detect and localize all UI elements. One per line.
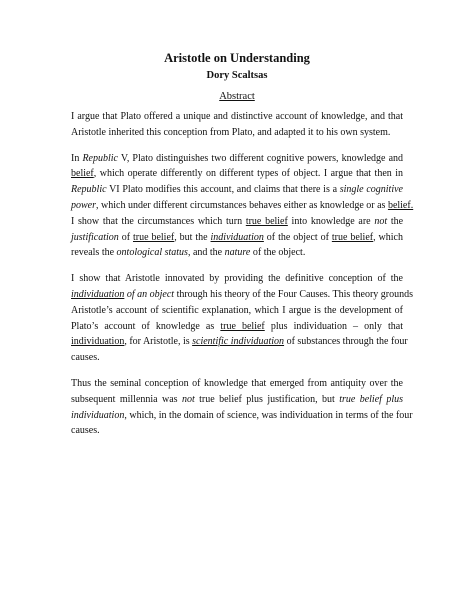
text-line bbox=[71, 109, 403, 125]
text-run: Aristotle inherited this conception from Plato, and adapted it to his own system. bbox=[71, 126, 391, 138]
text-line bbox=[71, 423, 403, 439]
text-run: of substances through the four bbox=[284, 336, 408, 348]
text-run: true belief plus justification, but bbox=[194, 393, 340, 405]
emphasized-text: single cognitive bbox=[339, 184, 403, 196]
text-run: causes. bbox=[71, 352, 100, 364]
emphasized-text: belief bbox=[71, 168, 94, 180]
text-run: the bbox=[387, 215, 404, 227]
emphasized-text: individuation bbox=[71, 288, 125, 300]
text-run: Thus the seminal conception of knowledge that emerged from antiquity over the bbox=[71, 377, 403, 389]
abstract-heading: Abstract bbox=[219, 91, 255, 102]
text-run: subsequent millennia was bbox=[71, 393, 182, 405]
text-line bbox=[71, 392, 403, 408]
text-line bbox=[71, 151, 403, 167]
emphasized-text: ontological status bbox=[116, 247, 188, 259]
text-run: V, Plato distinguishes two different cognitive powers, knowledge and bbox=[117, 152, 404, 164]
text-run: , which bbox=[373, 231, 403, 243]
text-run: I show that Aristotle innovated by providing the definitive conception of the bbox=[71, 273, 403, 285]
text-run: In bbox=[71, 152, 83, 164]
emphasized-text: true belief bbox=[331, 231, 374, 243]
text-run: of the object of bbox=[263, 231, 332, 243]
text-run: , which under different circumstances behaves either as knowledge or as bbox=[96, 199, 388, 211]
paper-title: Aristotle on Understanding bbox=[164, 51, 310, 65]
text-line bbox=[71, 166, 403, 182]
text-line bbox=[71, 214, 403, 230]
text-run: Aristotle’s account of scientific explanation, which I argue is the development of bbox=[71, 304, 403, 316]
text-run: of the object. bbox=[250, 247, 306, 259]
text-line bbox=[71, 408, 413, 424]
text-line bbox=[71, 245, 403, 261]
text-run: , for Aristotle, is bbox=[124, 336, 193, 348]
emphasized-text: power bbox=[71, 199, 96, 211]
emphasized-text: not bbox=[374, 215, 388, 227]
emphasized-text: belief. bbox=[387, 199, 414, 211]
text-line bbox=[71, 198, 414, 214]
text-line bbox=[71, 125, 403, 141]
text-run: into knowledge are bbox=[287, 215, 375, 227]
text-run: VI Plato modifies this account, and claims that there is a bbox=[106, 184, 340, 196]
text-line bbox=[71, 376, 403, 392]
text-line bbox=[71, 230, 403, 246]
text-line bbox=[71, 271, 403, 287]
emphasized-text: individuation bbox=[71, 409, 125, 421]
emphasized-text: not bbox=[181, 393, 195, 405]
emphasized-text: individuation bbox=[210, 231, 264, 243]
text-line bbox=[71, 303, 403, 319]
text-run: of bbox=[118, 231, 133, 243]
abstract-paragraph bbox=[71, 109, 403, 141]
text-run: Plato’s account of knowledge as bbox=[71, 320, 221, 332]
text-run: I show that the circumstances which turn bbox=[71, 215, 246, 227]
emphasized-text: true belief bbox=[220, 320, 265, 332]
abstract-paragraph bbox=[71, 271, 414, 366]
text-line bbox=[71, 182, 403, 198]
emphasized-text: Republic bbox=[71, 184, 107, 196]
emphasized-text: individuation bbox=[71, 336, 125, 348]
text-line bbox=[71, 350, 403, 366]
emphasized-text: Republic bbox=[82, 152, 118, 164]
text-line bbox=[71, 334, 408, 350]
text-run: through his theory of the Four Causes. This theory grounds bbox=[174, 288, 414, 300]
emphasized-text: justification bbox=[71, 231, 119, 243]
text-run: , but the bbox=[174, 231, 211, 243]
text-run: reveals the bbox=[71, 247, 117, 259]
text-line bbox=[71, 319, 403, 335]
author-name: Dory Scaltsas bbox=[206, 70, 268, 81]
text-run: plus individuation – only that bbox=[264, 320, 403, 332]
text-run: , which, in the domain of science, was individuation in terms of the four bbox=[124, 409, 413, 421]
emphasized-text: true belief plus bbox=[339, 393, 403, 405]
abstract-body bbox=[71, 109, 414, 449]
text-run: causes. bbox=[71, 425, 100, 437]
text-run: , and the bbox=[187, 247, 225, 259]
emphasized-text: nature bbox=[224, 247, 251, 259]
emphasized-text: true belief bbox=[132, 231, 175, 243]
emphasized-text: true belief bbox=[245, 215, 288, 227]
text-run: , which operate differently on different types of object. I argue that then in bbox=[93, 168, 403, 180]
text-run: I argue that Plato offered a unique and distinctive account of knowledge, and that bbox=[71, 111, 403, 122]
abstract-paragraph bbox=[71, 376, 413, 439]
emphasized-text: scientific individuation bbox=[192, 336, 285, 348]
text-line bbox=[71, 287, 414, 303]
abstract-paragraph bbox=[71, 151, 414, 262]
emphasized-text: of an object bbox=[124, 288, 175, 300]
